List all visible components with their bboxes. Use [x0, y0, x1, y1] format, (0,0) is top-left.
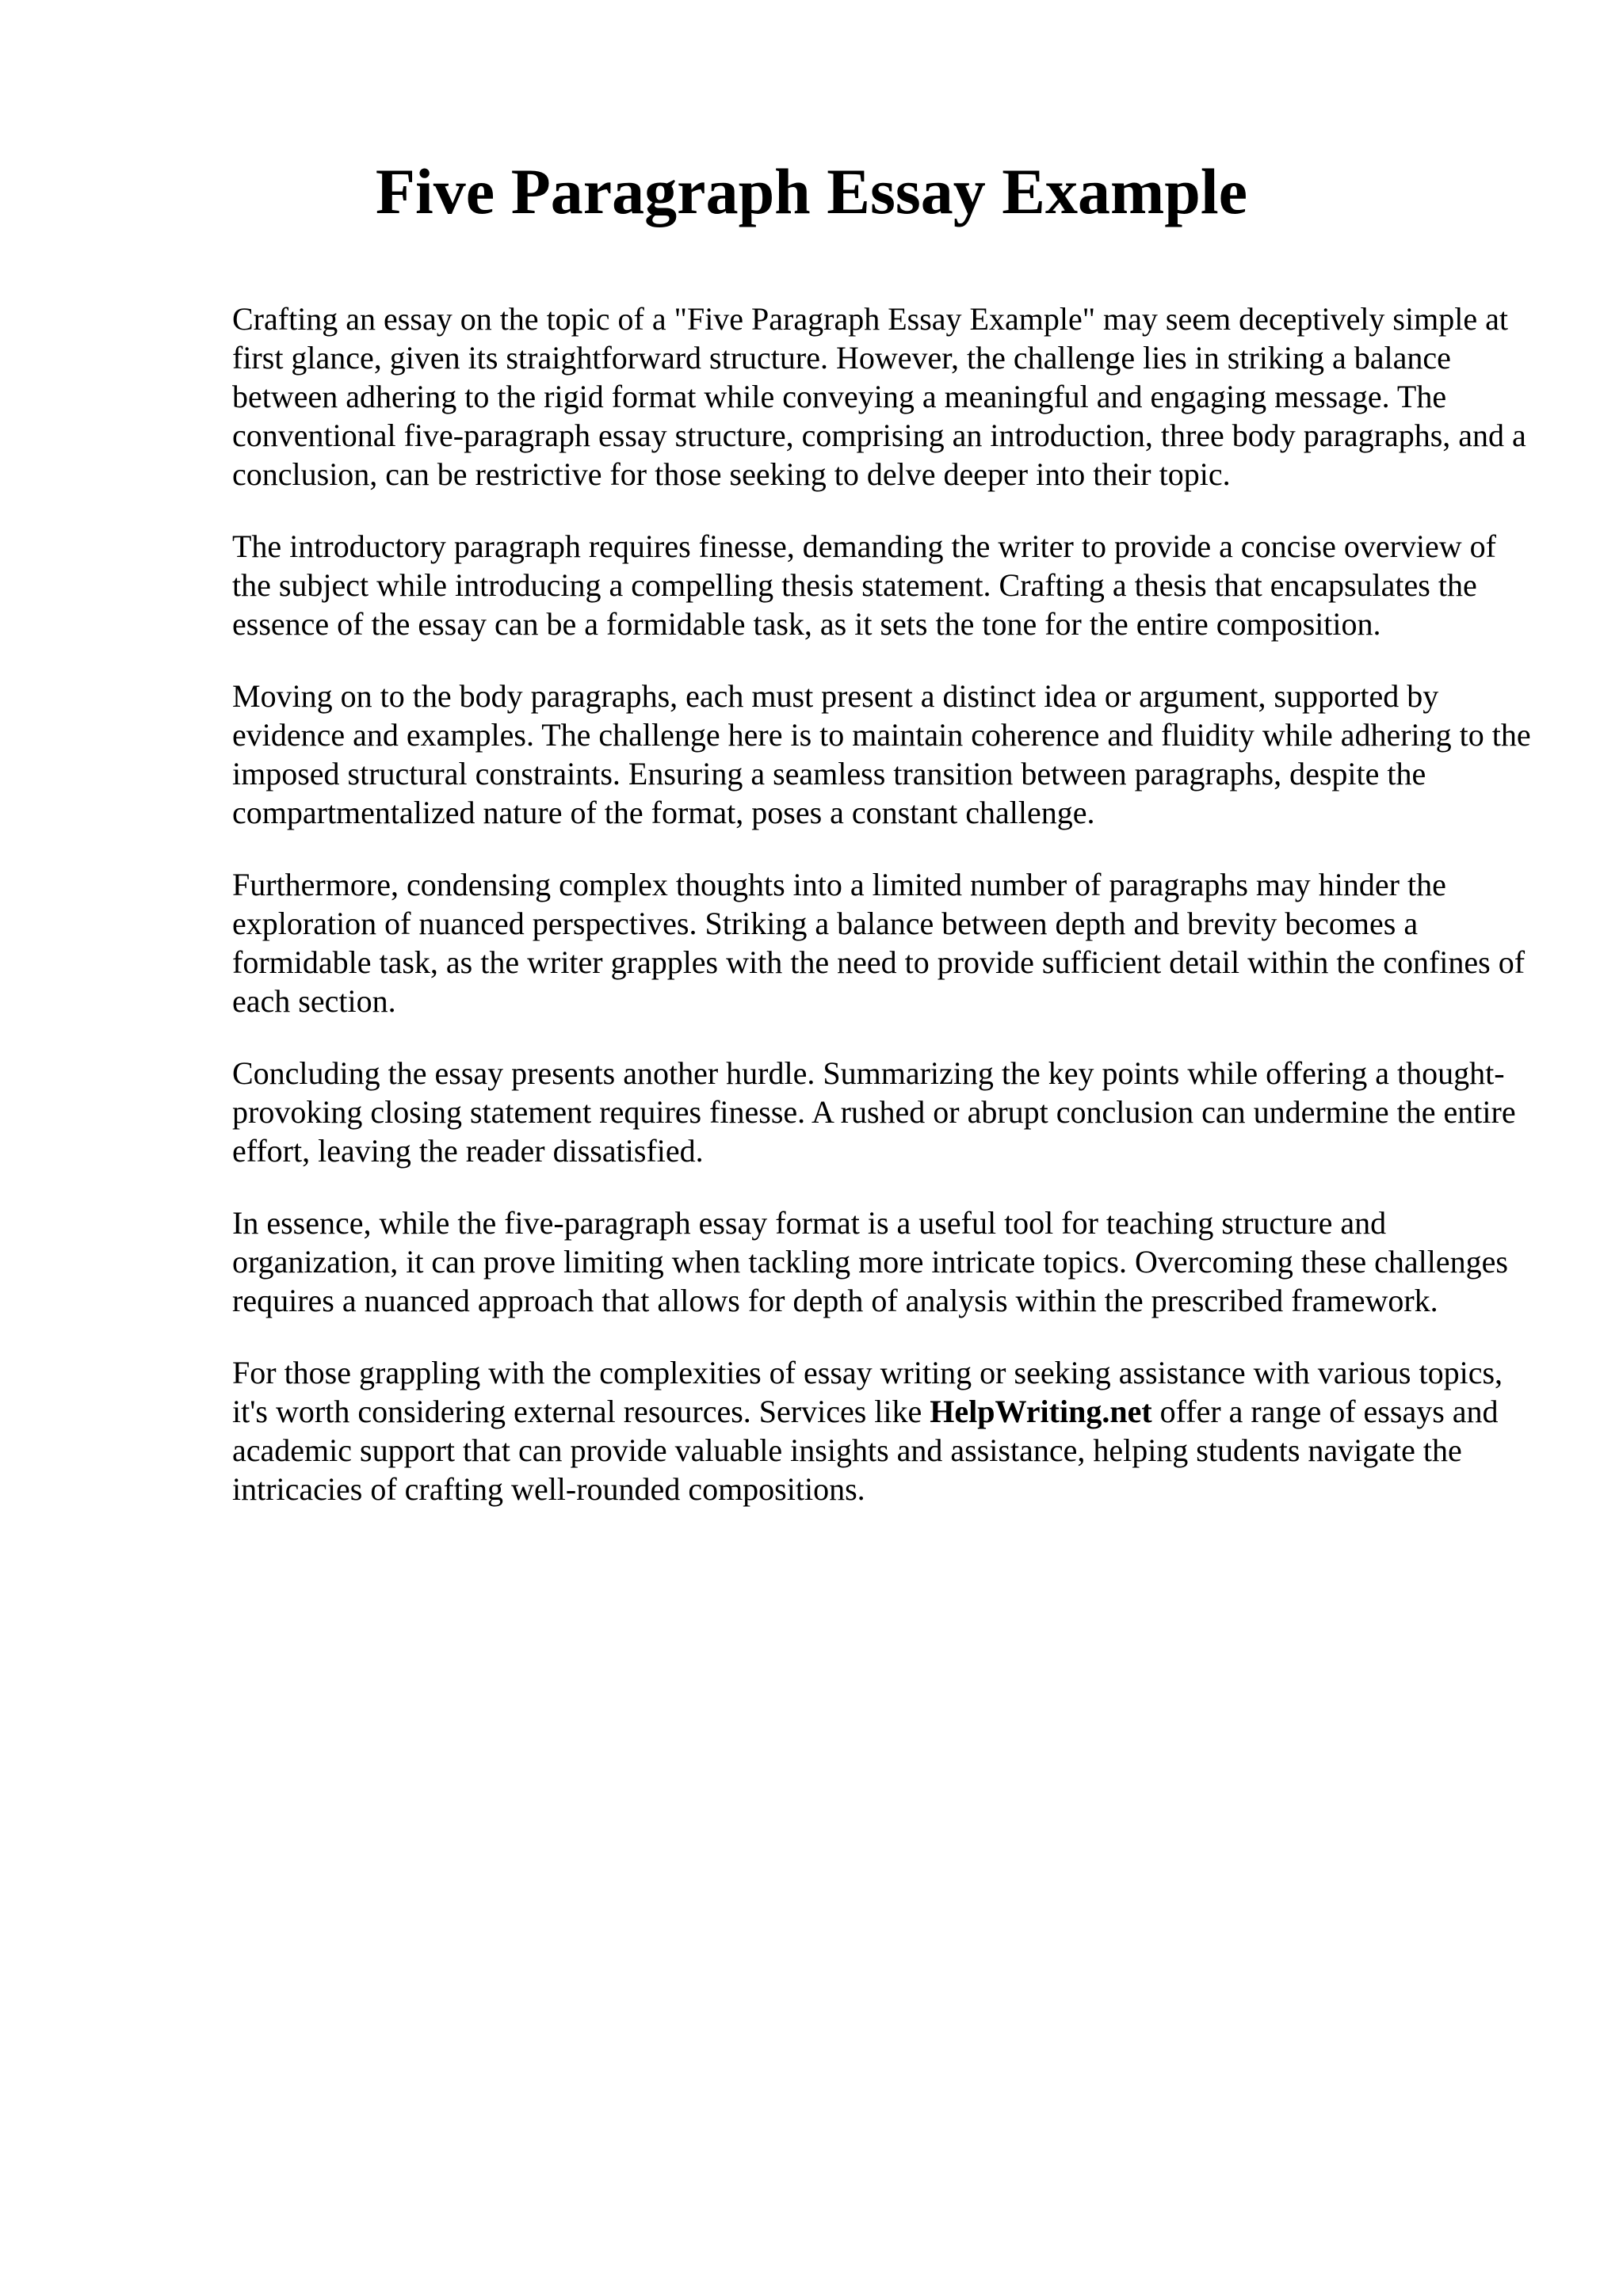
paragraph-2: The introductory paragraph requires finesse, demanding the writer to provide a concise overview of the subject while introducing a compelling thesis statement. Crafting a thesis that encapsulates the essence of the essay can be a formidable task, as it sets the tone for the entire composition. [232, 528, 1496, 642]
paragraph-4: Furthermore, condensing complex thoughts into a limited number of paragraphs may hinder the exploration of nuanced perspectives. Striking a balance between depth and brevity becomes a formidable task, as the writer grapples with the need to provide sufficient detail within the confines of each section. [232, 867, 1526, 1019]
paragraph-1: Crafting an essay on the topic of a "Five Paragraph Essay Example" may seem deceptively simple at first glance, given its straightforward structure. However, the challenge lies in striking a balance between adhering to the rigid format while conveying a meaningful and engaging message. The conventional five-paragraph essay structure, comprising an introduction, three body paragraphs, and a conclusion, can be restrictive for those seeking to delve deeper into their topic. [232, 301, 1526, 492]
page-title: Five Paragraph Essay Example [375, 155, 1248, 227]
paragraph-6: In essence, while the five-paragraph essay format is a useful tool for teaching structure and organization, it can prove limiting when tackling more intricate topics. Overcoming these challenges requires a nuanced approach that allows for depth of analysis within the prescribed framework. [232, 1205, 1508, 1318]
paragraph-7-text-after: offer a range of essays and academic support that can provide valuable insights and assistance, helping students navigate the intricacies of crafting well-rounded compositions. [232, 1394, 1499, 1507]
paragraph-3: Moving on to the body paragraphs, each must present a distinct idea or argument, supported by evidence and examples. The challenge here is to maintain coherence and fluidity while adhering to the imposed structural constraints. Ensuring a seamless transition between paragraphs, despite the compartmentalized nature of the format, poses a constant challenge. [232, 678, 1531, 830]
paragraph-7 [232, 1353, 1532, 1508]
paragraph-7-text-before: For those grappling with the complexities of essay writing or seeking assistance with various topics, it's worth considering external resources. Services like [232, 1355, 1503, 1429]
paragraph-5: Concluding the essay presents another hurdle. Summarizing the key points while offering a thought-provoking closing statement requires finesse. A rushed or abrupt conclusion can undermine the entire effort, leaving the reader dissatisfied. [232, 1055, 1516, 1169]
helpwriting-link-text: HelpWriting.net [930, 1394, 1152, 1429]
essay-body [232, 299, 1532, 1542]
